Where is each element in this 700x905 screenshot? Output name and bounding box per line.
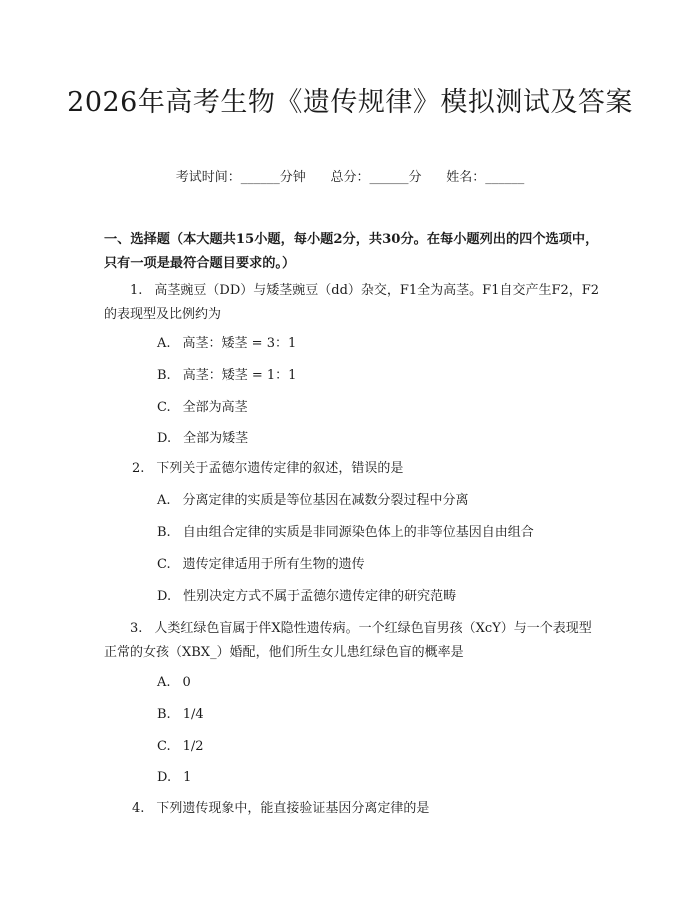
question-number: 3. <box>130 621 143 636</box>
document-title: 2026年高考生物《遗传规律》模拟测试及答案 <box>67 87 633 118</box>
question-2-option-b <box>157 523 597 543</box>
option-letter: D. <box>157 770 172 785</box>
question-text: 人类红绿色盲属于伴X隐性遗传病。一个红绿色盲男孩（XcY）与一个表现型正常的女孩（XBX_）婚配，他们所生女儿患红绿色盲的概率是 <box>104 621 592 660</box>
option-text: 1 <box>183 770 192 785</box>
option-letter: B. <box>157 707 171 722</box>
question-2-option-c <box>157 555 597 575</box>
option-text: 性别决定方式不属于孟德尔遗传定律的研究范畴 <box>183 589 457 604</box>
question-text: 高茎豌豆（DD）与矮茎豌豆（dd）杂交，F1全为高茎。F1自交产生F2，F2的表现型及比例约为 <box>104 283 600 322</box>
section-heading: 一、选择题（本大题共15小题，每小题2分，共30分。在每小题列出的四个选项中，只有一项是最符合题目要求的。） <box>104 232 599 271</box>
question-text: 下列关于孟德尔遗传定律的叙述，错误的是 <box>156 461 404 476</box>
question-3-option-d <box>157 768 597 788</box>
option-letter: D. <box>157 589 172 604</box>
exam-info-line: 考试时间：______分钟 总分：______分 姓名：______ <box>175 170 525 185</box>
option-text: 高茎：矮茎 = 1：1 <box>182 368 297 383</box>
question-2 <box>132 457 602 481</box>
question-1-option-a <box>157 334 597 354</box>
option-letter: B. <box>157 368 171 383</box>
option-text: 全部为高茎 <box>182 400 248 415</box>
option-letter: B. <box>157 525 171 540</box>
option-text: 分离定律的实质是等位基因在减数分裂过程中分离 <box>182 493 469 508</box>
question-2-option-a <box>157 491 597 511</box>
question-1-option-b <box>157 366 597 386</box>
question-1 <box>104 279 604 327</box>
option-letter: A. <box>157 493 171 508</box>
question-4 <box>132 797 602 821</box>
question-number: 1. <box>130 283 143 298</box>
option-letter: C. <box>157 557 171 572</box>
option-text: 高茎：矮茎 = 3：1 <box>182 336 297 351</box>
option-letter: D. <box>157 431 172 446</box>
option-text: 全部为矮茎 <box>183 431 249 446</box>
question-text: 下列遗传现象中，能直接验证基因分离定律的是 <box>156 801 430 816</box>
option-text: 0 <box>182 675 191 690</box>
option-letter: A. <box>157 675 171 690</box>
question-3 <box>104 617 604 665</box>
option-text: 1/2 <box>182 739 204 754</box>
question-3-option-c <box>157 737 597 757</box>
question-2-option-d <box>157 587 597 607</box>
option-text: 1/4 <box>182 707 204 722</box>
question-3-option-b <box>157 705 597 725</box>
question-number: 2. <box>132 461 145 476</box>
question-3-option-a <box>157 673 597 693</box>
question-1-option-d <box>157 429 597 449</box>
option-text: 遗传定律适用于所有生物的遗传 <box>182 557 365 572</box>
question-1-option-c <box>157 398 597 418</box>
option-letter: A. <box>157 336 171 351</box>
option-letter: C. <box>157 739 171 754</box>
option-text: 自由组合定律的实质是非同源染色体上的非等位基因自由组合 <box>182 525 534 540</box>
option-letter: C. <box>157 400 171 415</box>
question-number: 4. <box>132 801 145 816</box>
